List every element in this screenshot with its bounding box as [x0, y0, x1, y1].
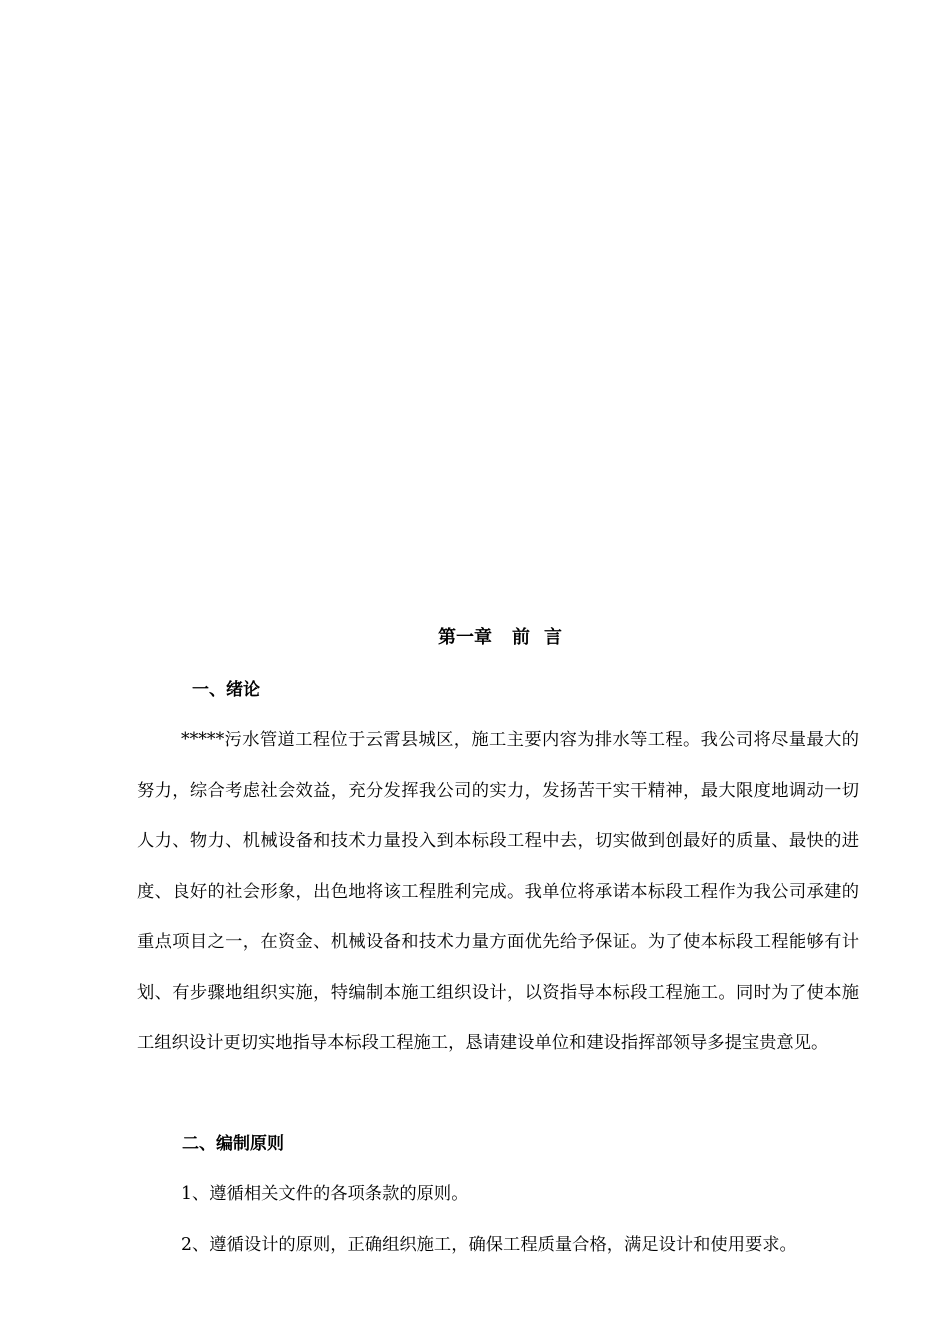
- chapter-title: [0, 624, 950, 652]
- section-heading-introduction: 一、绪论: [192, 680, 260, 700]
- principle-item: 2、遵循设计的原则，正确组织施工，确保工程质量合格，满足设计和使用要求。: [181, 1235, 797, 1255]
- chapter-title-part1: 前: [512, 627, 530, 648]
- principle-item: 1、遵循相关文件的各项条款的原则。: [181, 1184, 469, 1204]
- chapter-title-part2: 言: [544, 627, 562, 648]
- chapter-number: 第一章: [438, 627, 492, 648]
- introduction-paragraph: *****污水管道工程位于云霄县城区，施工主要内容为排水等工程。我公司将尽量最大的努力，综合考虑社会效益，充分发挥我公司的实力，发扬苦干实干精神，最大限度地调动一切人力、物力、机械设备和技术力量投入到本标段工程中去，切实做到创最好的质量、最快的进度、良好的社会形象，出色地将该工程胜利完成。我单位将承诺本标段工程作为我公司承建的重点项目之一，在资金、机械设备和技术力量方面优先给予保证。为了使本标段工程能够有计划、有步骤地组织实施，特编制本施工组织设计，以资指导本标段工程施工。同时为了使本施工组织设计更切实地指导本标段工程施工，恳请建设单位和建设指挥部领导多提宝贵意见。: [137, 730, 859, 1053]
- section-heading-principles: 二、编制原则: [182, 1134, 284, 1154]
